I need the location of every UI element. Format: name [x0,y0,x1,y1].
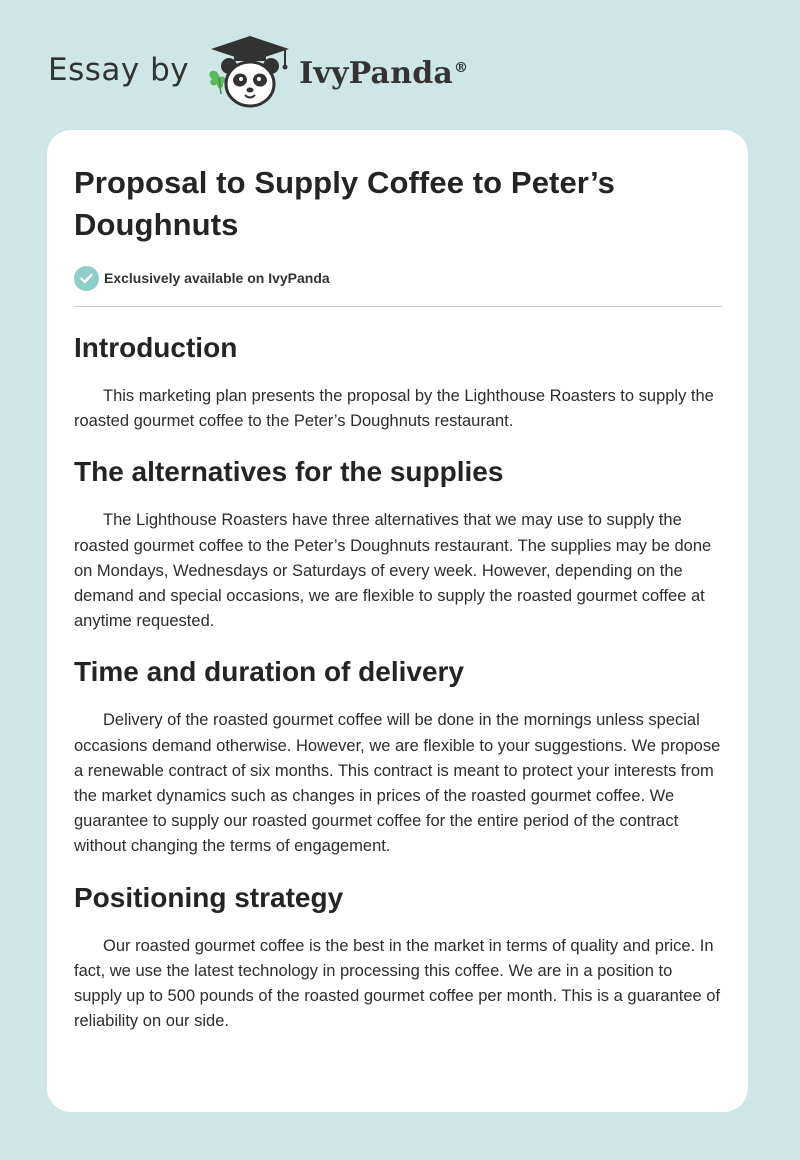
exclusive-label: Exclusively available on IvyPanda [104,270,330,286]
section-positioning [74,881,722,1035]
brand-name[interactable]: IvyPanda® [299,55,469,91]
section-paragraph: This marketing plan presents the proposal by the Lighthouse Roasters to supply the roasted gourmet coffee to the Peter’s Doughnuts restaurant. [74,387,714,431]
check-circle-icon [74,266,99,291]
section-paragraph: Delivery of the roasted gourmet coffee will be done in the mornings unless special occasions demand otherwise. However, we are flexible to your suggestions. We propose a renewable contract of six months. This contract is meant to protect your interests from the market dynamics such as changes in prices of the roasted gourmet coffee. We guarantee to supply our roasted gourmet coffee for the entire period of the contract without changing the terms of engagement. [74,711,721,856]
essay-title: Proposal to Supply Coffee to Peter’s Doughnuts [74,165,616,242]
exclusive-badge [74,265,722,291]
section-heading: Time and duration of delivery [74,656,465,688]
section-delivery [74,655,722,859]
registered-mark: ® [454,59,469,76]
title-divider [74,306,722,307]
section-paragraph: The Lighthouse Roasters have three alternatives that we may use to supply the roasted gourmet coffee to the Peter’s Doughnuts restaurant. The supplies may be done on Mondays, Wednesdays or Saturdays of every week. However, depending on the demand and special occasions, we are flexible to supply the roasted gourmet coffee at anytime requested. [74,511,712,631]
section-heading: Introduction [74,332,238,363]
section-introduction [74,331,722,434]
section-heading: Positioning strategy [74,881,344,913]
essay-card [47,130,748,1112]
section-heading: The alternatives for the supplies [74,456,504,488]
section-paragraph: Our roasted gourmet coffee is the best in the market in terms of quality and price. In fact, we use the latest technology in processing this coffee. We are in a position to supply up to 500 pounds of the roasted gourmet coffee per month. This is a guarantee of reliability on our side. [74,936,721,1031]
brand-prefix: Essay by [48,52,190,88]
brand-header [48,34,468,110]
section-alternatives [74,455,722,634]
panda-graduation-cap-icon [205,34,295,110]
